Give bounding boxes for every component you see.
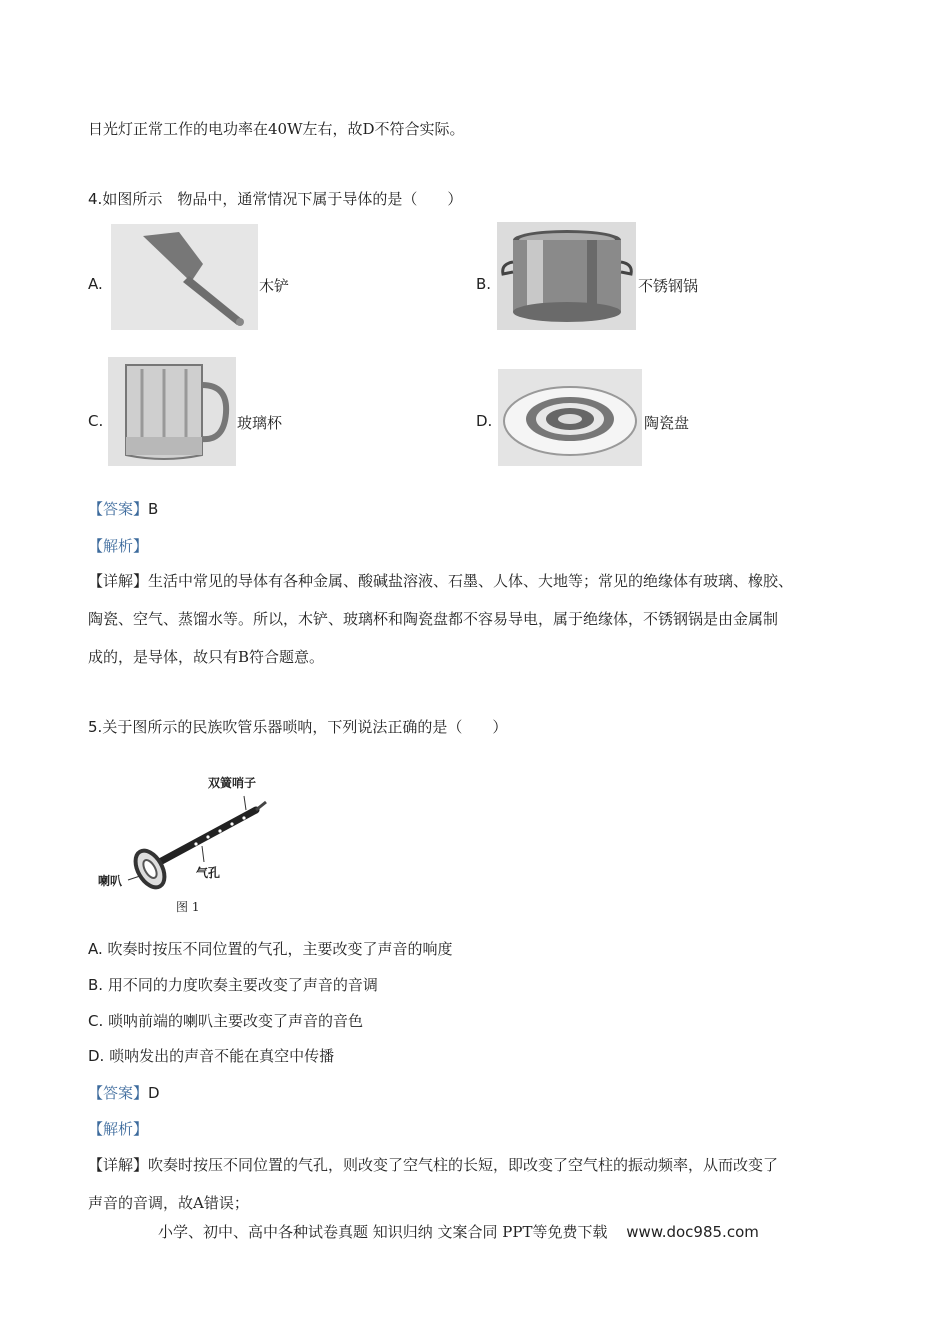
q4-option-c-text: 玻璃杯 <box>237 414 283 432</box>
detail-tag: 【详解】 <box>88 572 149 590</box>
footer-text: 小学、初中、高中各种试卷真题 知识归纳 文案合同 PPT等免费下载 <box>158 1223 608 1241</box>
q4-option-a-letter: A. <box>88 275 103 293</box>
option-letter: B. <box>88 976 104 994</box>
footer-url-link[interactable]: www.doc985.com <box>626 1223 759 1241</box>
spatula-image <box>111 224 258 330</box>
question-5-stem <box>88 716 507 737</box>
figure-label-reed: 双簧哨子 <box>208 776 257 790</box>
option-text: 唢呐前端的喇叭主要改变了声音的音色 <box>108 1012 364 1030</box>
q5-option-d <box>88 1045 334 1066</box>
option-text: 用不同的力度吹奏主要改变了声音的音调 <box>107 976 378 994</box>
q4-detail-line-3: 成的，是导体，故只有B符合题意。 <box>88 648 325 666</box>
figure-label-hole: 气孔 <box>196 866 221 880</box>
answer-tag: 【答案】 <box>88 1084 149 1102</box>
q5-option-a <box>88 938 453 959</box>
figure-caption: 图 1 <box>176 900 200 914</box>
option-text: 唢呐发出的声音不能在真空中传播 <box>109 1047 335 1065</box>
q4-option-b-text: 不锈钢锅 <box>638 277 699 295</box>
question-5-number: 5. <box>88 718 103 736</box>
detail-tag: 【详解】 <box>88 1156 149 1174</box>
option-text: 吹奏时按压不同位置的气孔，主要改变了声音的响度 <box>107 940 453 958</box>
q4-option-a-text: 木铲 <box>259 277 290 295</box>
q5-answer <box>88 1082 160 1103</box>
q4-option-d-letter: D. <box>476 412 493 430</box>
footer <box>158 1221 759 1242</box>
q4-option-b-letter: B. <box>476 275 492 293</box>
option-letter: C. <box>88 1012 104 1030</box>
stainless-pot-image <box>497 222 636 330</box>
detail-text: 生活中常见的导体有各种金属、酸碱盐溶液、石墨、人体、大地等；常见的绝缘体有玻璃、橡胶、 <box>148 572 794 590</box>
option-letter: D. <box>88 1047 105 1065</box>
answer-value: B <box>148 500 159 518</box>
q4-detail-line-1 <box>88 570 793 591</box>
glass-cup-image <box>108 357 236 466</box>
q4-analysis-tag: 【解析】 <box>88 537 149 555</box>
question-5-text: 关于图所示的民族吹管乐器唢呐，下列说法正确的是（ ） <box>102 718 508 736</box>
q4-detail-line-2: 陶瓷、空气、蒸馏水等。所以，木铲、玻璃杯和陶瓷盘都不容易导电，属于绝缘体，不锈钢锅是由金属制 <box>88 610 779 628</box>
text-line-top: 日光灯正常工作的电功率在40W左右，故D不符合实际。 <box>88 120 465 138</box>
q4-option-d-text: 陶瓷盘 <box>644 414 690 432</box>
question-4-stem <box>88 188 462 209</box>
detail-text: 吹奏时按压不同位置的气孔，则改变了空气柱的长短，即改变了空气柱的振动频率，从而改变了 <box>148 1156 779 1174</box>
answer-tag: 【答案】 <box>88 500 149 518</box>
ceramic-plate-image <box>498 369 642 466</box>
question-4-text: 如图所示 物品中，通常情况下属于导体的是（ ） <box>102 190 463 208</box>
q4-option-c-letter: C. <box>88 412 104 430</box>
q5-detail-line-1 <box>88 1154 778 1175</box>
question-4-number: 4. <box>88 190 103 208</box>
q5-option-b <box>88 974 378 995</box>
option-letter: A. <box>88 940 103 958</box>
q5-option-c <box>88 1010 363 1031</box>
q5-detail-line-2: 声音的音调，故A错误； <box>88 1194 249 1212</box>
q5-analysis-tag: 【解析】 <box>88 1120 149 1138</box>
answer-value: D <box>148 1084 160 1102</box>
q4-answer <box>88 498 158 519</box>
figure-label-horn: 喇叭 <box>98 874 123 888</box>
